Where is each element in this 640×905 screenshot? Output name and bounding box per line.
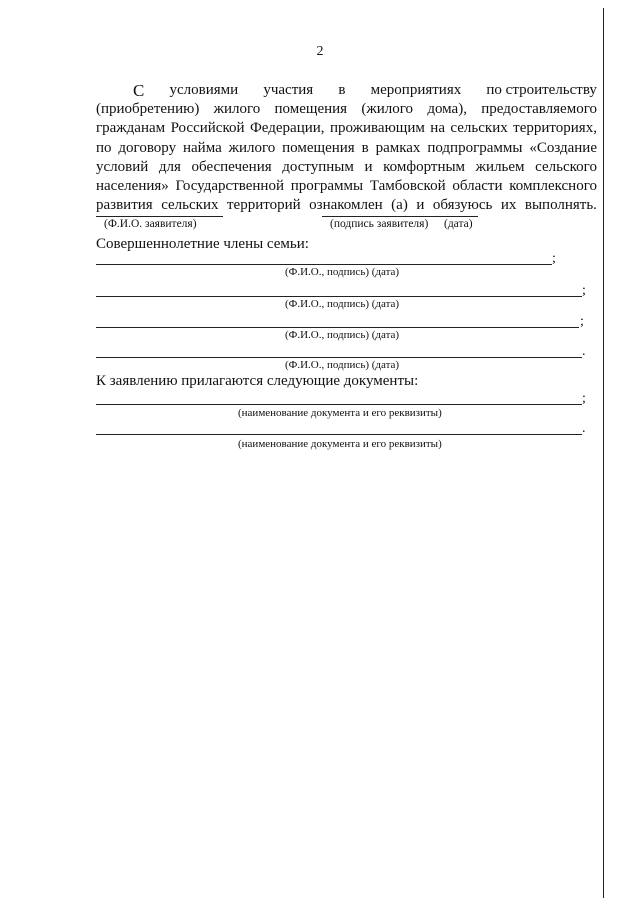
paragraph-word: по строительству (486, 82, 597, 98)
paragraph-word: обеспечения (191, 158, 272, 175)
signature-line[interactable] (322, 216, 478, 217)
paragraph-word: жилого (213, 101, 261, 118)
paragraph-word: С (133, 81, 145, 100)
paragraph-word: (а) (391, 197, 408, 214)
paragraph-word: участия (263, 82, 314, 98)
paragraph-line (96, 100, 597, 119)
documents-heading: К заявлению прилагаются следующие документы: (96, 373, 419, 389)
paragraph-word: доступным (282, 158, 354, 175)
paragraph-word: комфортным (383, 158, 466, 175)
paragraph-word: мероприятиях (370, 82, 462, 98)
paragraph-word: по (96, 139, 112, 156)
paragraph-word: помещения (282, 139, 355, 156)
paragraph-line (96, 81, 597, 100)
paragraph-word: гражданам (96, 120, 166, 137)
paragraph-word: в (361, 139, 369, 156)
document-line[interactable] (96, 434, 582, 435)
signature-caption: (подпись заявителя) (330, 218, 429, 230)
fio-caption: (Ф.И.О. заявителя) (104, 218, 197, 230)
paragraph-word: комплексного (509, 178, 597, 195)
family-member-line[interactable] (96, 327, 579, 328)
paragraph-word: (жилого (361, 101, 414, 118)
paragraph-word: и (364, 158, 373, 175)
paragraph-word: дома), (427, 101, 467, 118)
line-punctuation: ; (582, 391, 586, 406)
family-member-caption: (Ф.И.О., подпись) (дата) (285, 266, 400, 278)
paragraph-word: Федерации, (249, 120, 325, 137)
family-member-caption: (Ф.И.О., подпись) (дата) (285, 329, 400, 341)
line-punctuation: ; (582, 283, 586, 298)
paragraph-word: жилого (228, 139, 276, 156)
document-caption: (наименование документа и его реквизиты) (238, 438, 442, 450)
paragraph-word: территорий (227, 197, 301, 214)
paragraph-word: и (416, 197, 425, 214)
line-punctuation: . (582, 344, 586, 359)
paragraph-word: области (452, 178, 503, 195)
consent-paragraph (96, 81, 597, 215)
paragraph-word: рамках (375, 139, 421, 156)
paragraph-word: для (158, 158, 181, 175)
paragraph-word: (приобретению) (96, 101, 200, 118)
paragraph-word: условий (96, 158, 149, 175)
paragraph-line (96, 158, 597, 177)
document-caption: (наименование документа и его реквизиты) (238, 407, 442, 419)
page-number: 2 (316, 44, 324, 59)
page-edge-rule (603, 8, 604, 898)
family-member-caption: (Ф.И.О., подпись) (дата) (285, 359, 400, 371)
fio-line[interactable] (96, 216, 223, 217)
family-member-line[interactable] (96, 357, 582, 358)
paragraph-word: договору (118, 139, 177, 156)
paragraph-word: проживающим (329, 120, 425, 137)
paragraph-word: Государственной (175, 178, 284, 195)
paragraph-word: ознакомлен (309, 197, 383, 214)
paragraph-word: населения» (96, 178, 169, 195)
paragraph-line (96, 119, 597, 138)
paragraph-word: в (338, 82, 346, 98)
family-member-caption: (Ф.И.О., подпись) (дата) (285, 298, 400, 310)
paragraph-word: программы (290, 178, 364, 195)
paragraph-word: выполнять. (524, 197, 597, 214)
applicant-signature-row (0, 212, 640, 236)
paragraph-line (96, 139, 597, 158)
family-member-line[interactable] (96, 264, 552, 265)
paragraph-word: сельского (535, 158, 597, 175)
paragraph-word: их (500, 197, 517, 214)
paragraph-word: Тамбовской (369, 178, 446, 195)
paragraph-word: подпрограммы (427, 139, 523, 156)
paragraph-line (96, 177, 597, 196)
family-member-line[interactable] (96, 296, 582, 297)
paragraph-word: Российской (170, 120, 245, 137)
date-caption: (дата) (444, 218, 473, 230)
paragraph-word: сельских (161, 197, 219, 214)
paragraph-word: жильем (475, 158, 525, 175)
paragraph-word: предоставляемого (481, 101, 597, 118)
paragraph-word: территориях, (513, 120, 597, 137)
line-punctuation: . (582, 421, 586, 436)
document-line[interactable] (96, 404, 582, 405)
line-punctuation: ; (552, 251, 556, 266)
paragraph-word: сельских (450, 120, 508, 137)
paragraph-word: «Создание (529, 139, 597, 156)
paragraph-word: обязуюсь (432, 197, 493, 214)
paragraph-word: на (430, 120, 445, 137)
paragraph-word: условиями (169, 82, 239, 98)
line-punctuation: ; (580, 314, 584, 329)
paragraph-word: найма (182, 139, 222, 156)
paragraph-word: помещения (274, 101, 348, 118)
paragraph-word: развития (96, 197, 153, 214)
family-heading: Совершеннолетние члены семьи: (96, 236, 309, 252)
